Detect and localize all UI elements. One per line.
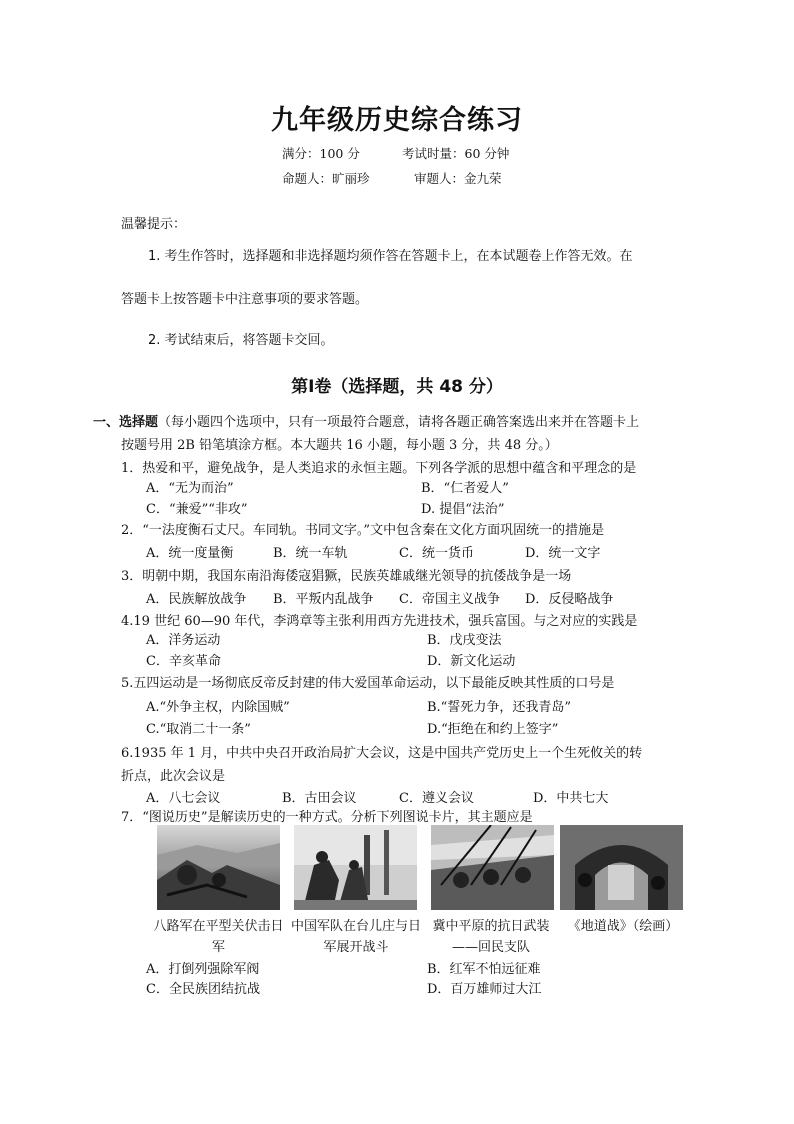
- q7-stem: 7．“图说历史”是解读历史的一种方式。分析下列图说卡片，其主题应是: [121, 810, 533, 825]
- q4-option-b: B．戊戌变法: [427, 633, 502, 648]
- q5-option-d: D.“拒绝在和约上签字”: [427, 722, 559, 737]
- q7-option-b: B．红军不怕远征难: [427, 962, 541, 977]
- reviewer: 审题人：金九荣: [414, 171, 502, 186]
- photo-pingxingguan: [157, 825, 280, 910]
- q5-option-b: B.“誓死力争，还我青岛”: [427, 700, 571, 715]
- photo-huimin-detachment: [431, 825, 554, 910]
- tips-item1-line2: 答题卡上按答题卡中注意事项的要求答题。: [121, 292, 369, 307]
- q7-option-d: D．百万雄师过大江: [427, 982, 542, 997]
- q4-stem: 4.19 世纪 60—90 年代，李鸿章等主张利用西方先进技术，强兵富国。与之对应的实践是: [121, 614, 638, 629]
- q6-option-d: D．中共七大: [533, 791, 609, 806]
- q6-option-c: C．遵义会议: [399, 791, 474, 806]
- q6-option-a: A．八七会议: [146, 791, 221, 806]
- q6-option-b: B．古田会议: [282, 791, 357, 806]
- q2-option-c: C．统一货币: [399, 546, 474, 561]
- q1-option-b: B．“仁者爱人”: [421, 481, 509, 496]
- page-title: 九年级历史综合练习: [271, 105, 523, 136]
- q7-option-a: A．打倒列强除军阀: [146, 962, 260, 977]
- q7-option-c: C．全民族团结抗战: [146, 982, 260, 997]
- caption-2: 中国军队在台儿庄与日军展开战斗: [290, 919, 421, 955]
- full-score: 满分：100 分: [282, 146, 360, 161]
- tips-item1-line1: 1. 考生作答时，选择题和非选择题均须作答在答题卡上，在本试题卷上作答无效。在: [148, 249, 633, 264]
- q5-option-c: C.“取消二十一条”: [146, 722, 251, 737]
- q5-option-a: A.“外争主权，内除国贼”: [146, 700, 290, 715]
- section-intro-line2: 按题号用 2B 铅笔填涂方框。本大题共 16 小题，每小题 3 分，共 48 分。）: [121, 438, 558, 453]
- q2-option-d: D．统一文字: [525, 546, 601, 561]
- q6-stem-line2: 折点，此次会议是: [121, 769, 226, 784]
- q4-option-a: A．洋务运动: [146, 633, 221, 648]
- tips-item2: 2. 考试结束后，将答题卡交回。: [148, 333, 334, 348]
- setter: 命题人：旷丽珍: [282, 171, 370, 186]
- photo-taierzhuang: [294, 825, 417, 910]
- q3-option-a: A．民族解放战争: [146, 592, 247, 607]
- tips-heading: 温馨提示：: [121, 217, 187, 232]
- q3-option-c: C．帝国主义战争: [399, 592, 500, 607]
- q3-option-d: D．反侵略战争: [525, 592, 614, 607]
- caption-4: 《地道战》（绘画）: [567, 919, 679, 934]
- caption-1: 八路军在平型关伏击日军: [153, 919, 284, 955]
- q5-stem: 5.五四运动是一场彻底反帝反封建的伟大爱国革命运动，以下最能反映其性质的口号是: [121, 676, 615, 691]
- painting-tunnel-warfare: [560, 825, 683, 910]
- section-intro-line1: 一、选择题（每小题四个选项中，只有一项最符合题意，请将各题正确答案选出来并在答题卡上: [93, 415, 640, 430]
- q4-option-d: D．新文化运动: [427, 654, 516, 669]
- caption-3: 冀中平原的抗日武装——回民支队: [432, 919, 550, 955]
- q2-stem: 2．“一法度衡石丈尺。车同轨。书同文字。”文中包含秦在文化方面巩固统一的措施是: [121, 523, 605, 538]
- q3-option-b: B．平叛内乱战争: [273, 592, 374, 607]
- q1-option-d: D. 提倡“法治”: [421, 502, 505, 517]
- section-title: 第Ⅰ卷（选择题，共 48 分）: [291, 377, 503, 397]
- q3-stem: 3．明朝中期，我国东南沿海倭寇猖獗，民族英雄戚继光领导的抗倭战争是一场: [121, 569, 572, 584]
- q4-option-c: C．辛亥革命: [146, 654, 221, 669]
- q1-stem: 1．热爱和平，避免战争，是人类追求的永恒主题。下列各学派的思想中蕴含和平理念的是: [121, 461, 637, 476]
- q2-option-b: B．统一车轨: [273, 546, 348, 561]
- q6-stem-line1: 6.1935 年 1 月，中共中央召开政治局扩大会议，这是中国共产党历史上一个生死攸关的转: [121, 746, 643, 761]
- q2-option-a: A．统一度量衡: [146, 546, 234, 561]
- exam-time: 考试时量：60 分钟: [402, 146, 510, 161]
- q1-option-c: C．“兼爱”“非攻”: [146, 502, 248, 517]
- q1-option-a: A．“无为而治”: [146, 481, 234, 496]
